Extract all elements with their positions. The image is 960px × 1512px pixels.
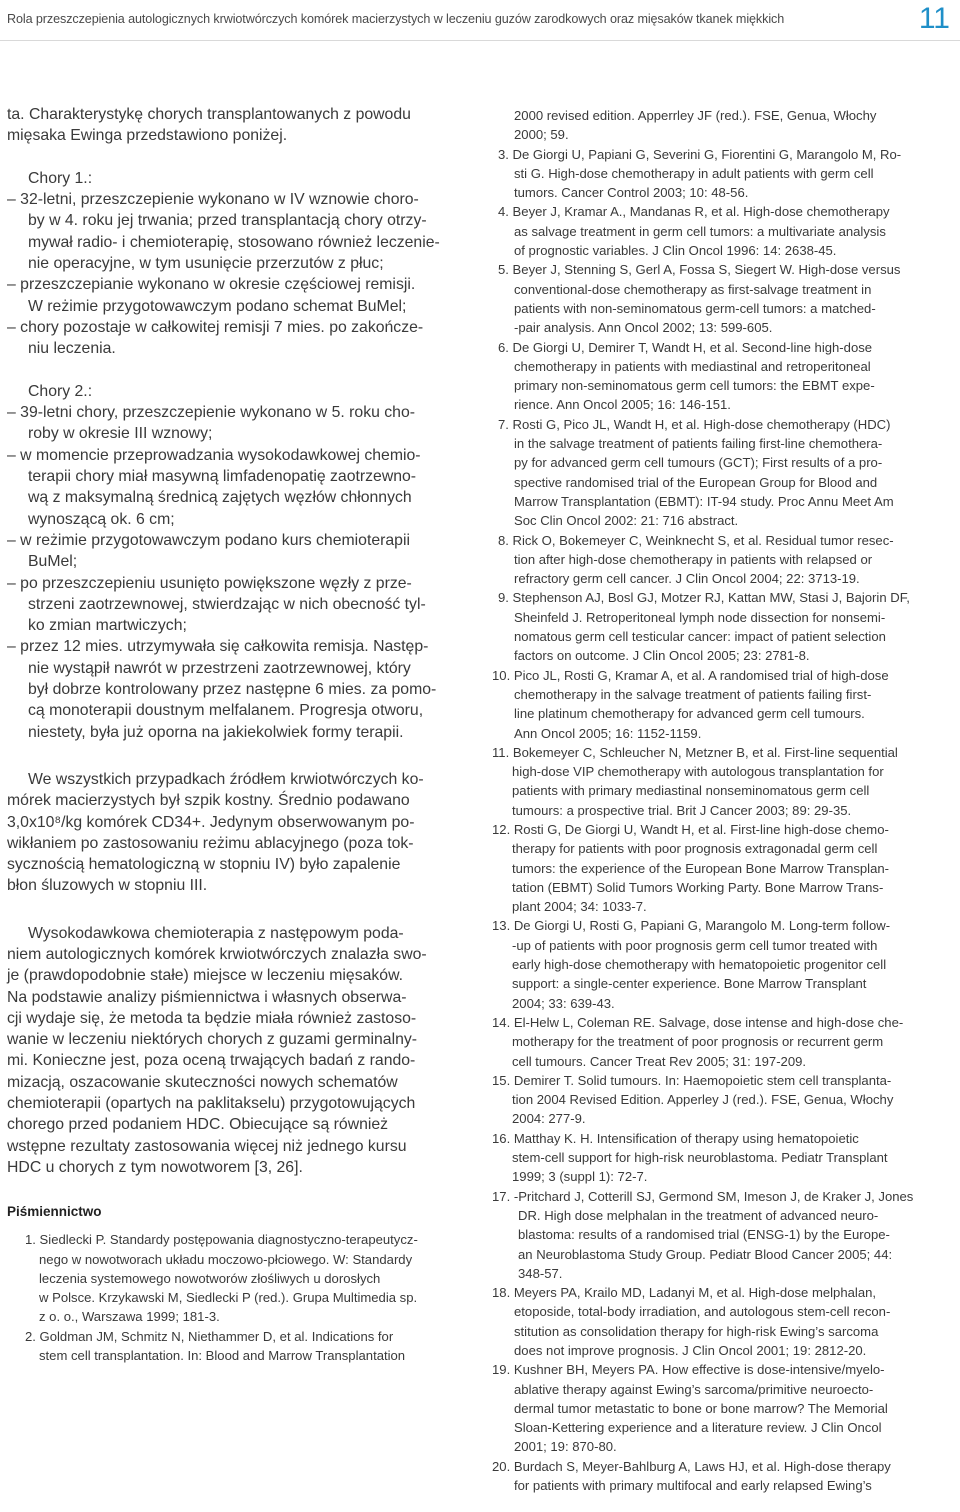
text-line: z o. o., Warszawa 1999; 181-3.: [39, 1309, 220, 1325]
text-line: roby w okresie III wznowy;: [28, 425, 213, 443]
text-line: 12. Rosti G, De Giorgi U, Wandt H, et al. First-line high-dose chemo-: [492, 821, 889, 837]
text-line: 1999; 3 (suppl 1): 72-7.: [512, 1169, 648, 1185]
text-line: factors on outcome. J Clin Oncol 2005; 23: 2781-8.: [514, 648, 810, 664]
spacer: [7, 360, 469, 381]
text-line: conventional-dose chemotherapy as first-salvage treatment in: [514, 281, 872, 297]
text-line: tumors. Cancer Control 2003; 10: 48-56.: [514, 185, 749, 201]
text-line: nomatous germ cell testicular cancer: impact of patient selection: [514, 629, 886, 645]
text-line: DR. High dose melphalan in the treatment of advanced neuro-: [518, 1207, 879, 1223]
text-line: therapy for patients with poor prognosis extragonadal germ cell: [512, 841, 878, 857]
text-line: leczenia systemowego nowotworów złośliwych u dorosłych: [39, 1270, 381, 1286]
text-line: in the salvage treatment of patients failing first-line chemothera-: [514, 436, 883, 452]
text-line: tion 2004 Revised Edition. Apperley J (red.). FSE, Genua, Włochy: [512, 1092, 894, 1108]
text-line: 13. De Giorgi U, Rosti G, Papiani G, Marangolo M. Long-term follow-: [492, 918, 891, 934]
running-title: Rola przeszczepienia autologicznych krwiotwórczych komórek macierzystych w leczeniu guzów zarodkowych oraz mięsaków tkanek miękkich: [7, 12, 785, 26]
text-line: py for advanced germ cell tumours (GCT); First results of a pro-: [514, 455, 883, 471]
text-line: niu leczenia.: [28, 340, 116, 358]
text-line: terapii chory miał masywną limfadenopatię zaotrzewno-: [28, 468, 417, 486]
text-line: ko zmian martwiczych;: [28, 617, 187, 635]
text-line: niestety, była już oporna na jakiekolwiek formy terapii.: [28, 723, 404, 741]
text-line: – po przeszczepieniu usunięto powiększone węzły z prze-: [7, 574, 412, 592]
text-line: 2004; 33: 639-43.: [512, 995, 615, 1011]
text-line: 20. Burdach S, Meyer-Bahlburg A, Laws HJ, et al. High-dose therapy: [492, 1458, 891, 1474]
text-line: wanie w leczeniu niektórych chorych z guzami germinalny-: [7, 1031, 418, 1049]
text-line: rience. Ann Oncol 2005; 16: 146-151.: [514, 397, 731, 413]
text-line: mi. Konieczne jest, poza oceną trwających badań z rando-: [7, 1052, 416, 1070]
text-line: 3,0x10⁸/kg komórek CD34+. Jedynym obserwowanym po-: [7, 813, 415, 831]
text-line: sycznością hematologiczną w stopniu IV) było zapalenie: [7, 856, 401, 874]
text-line: 6. De Giorgi U, Demirer T, Wandt H, et al. Second-line high-dose: [498, 339, 873, 355]
text-line: – w momencie przeprowadzania wysokodawkowej chemio-: [7, 446, 421, 464]
text-line: 18. Meyers PA, Krailo MD, Ladanyi M, et al. High-dose melphalan,: [492, 1285, 877, 1301]
text-line: Chory 2.:: [28, 382, 93, 400]
text-line: of prognostic variables. J Clin Oncol 1996: 14: 2638-45.: [514, 243, 837, 259]
text-line: 2. Goldman JM, Schmitz N, Niethammer D, et al. Indications for: [25, 1328, 394, 1344]
text-line: 5. Beyer J, Stenning S, Gerl A, Fossa S, Siegert W. High-dose versus: [498, 262, 901, 278]
text-line: patients with non-seminomatous germ-cell tumors: a matched-: [514, 300, 876, 316]
text-line: był dobrze kontrolowany przez następne 6 mies. za pomo-: [28, 681, 437, 699]
text-line: 16. Matthay K. H. Intensification of therapy using hematopoietic: [492, 1130, 859, 1146]
text-line: cell tumours. Cancer Treat Rev 2005; 31: 197-209.: [512, 1053, 807, 1069]
spacer: [7, 147, 469, 168]
text-line: line platinum chemotherapy for advanced germ cell tumours.: [514, 706, 865, 722]
text-line: -up of patients with poor prognosis germ cell tumor treated with: [512, 937, 878, 953]
text-line: primary non-seminomatous germ cell tumors: the EBMT expe-: [514, 378, 875, 394]
text-line: W reżimie przygotowawczym podano schemat BuMel;: [28, 297, 407, 315]
text-line: 1. Siedlecki P. Standardy postępowania diagnostyczno-terapeutycz-: [25, 1232, 418, 1248]
text-line: cą monoterapii doustnym melfalanem. Progresja otworu,: [28, 702, 424, 720]
text-line: 17. -Pritchard J, Cotterill SJ, Germond SM, Imeson J, de Kraker J, Jones: [492, 1188, 914, 1204]
text-line: mywał radio- i chemioterapię, stosowano również leczenie-: [28, 233, 440, 251]
text-line: motherapy for the treatment of poor prognosis or recurrent germ: [512, 1034, 884, 1050]
text-line: plant 2004; 34: 1033-7.: [512, 899, 647, 915]
text-line: 11. Bokemeyer C, Schleucher N, Metzner B, et al. First-line sequential: [492, 744, 898, 760]
text-line: 10. Pico JL, Rosti G, Kramar A, et al. A randomised trial of high-dose: [492, 667, 889, 683]
text-line: ta. Charakterystykę chorych transplantowanych z powodu: [7, 106, 411, 123]
text-line: stem cell transplantation. In: Blood and Marrow Transplantation: [39, 1348, 406, 1364]
text-line: Chory 1.:: [28, 169, 93, 187]
text-line: 2001; 19: 870-80.: [514, 1439, 617, 1455]
text-line: etoposide, total-body irradiation, and autologous stem-cell recon-: [514, 1304, 891, 1320]
text-line: HDC u chorych z tym nowotworem [3, 26].: [7, 1158, 303, 1176]
text-line: mórek macierzystych był szpik kostny. Średnio podawano: [7, 792, 410, 810]
text-line: for patients with primary multifocal and early relapsed Ewing’s: [514, 1478, 872, 1494]
text-line: Sloan-Kettering experience and a literature review. J Clin Oncol: [514, 1420, 882, 1436]
text-line: je (prawdopodobnie stałe) miejsce w leczeniu mięsaków.: [7, 967, 403, 985]
text-line: – w reżimie przygotowawczym podano kurs chemioterapii: [7, 531, 410, 549]
text-line: -pair analysis. Ann Oncol 2002; 13: 599-605.: [514, 320, 773, 336]
text-line: Sheinfeld J. Retroperitoneal lymph node dissection for nonsemi-: [514, 609, 886, 625]
text-line: Wysokodawkowa chemioterapia z następowym poda-: [28, 924, 404, 942]
text-line: 348-57.: [518, 1265, 563, 1281]
text-line: early high-dose chemotherapy with hematopoietic progenitor cell: [512, 957, 887, 973]
text-line: strzeni zaotrzewnowej, stwierdzając w nich obecność tyl-: [28, 595, 426, 613]
references-heading: Piśmiennictwo: [7, 1204, 102, 1220]
text-line: by w 4. roku jej trwania; przed transplantacją chory otrzy-: [28, 212, 427, 230]
text-line: 14. El-Helw L, Coleman RE. Salvage, dose intense and high-dose che-: [492, 1014, 904, 1030]
text-line: We wszystkich przypadkach źródłem krwiotwórczych ko-: [28, 770, 424, 788]
text-line: – przez 12 mies. utrzymywała się całkowita remisja. Następ-: [7, 638, 429, 656]
text-line: tation (EBMT) Solid Tumors Working Party. Bone Marrow Trans-: [512, 879, 884, 895]
text-line: cji wydaje się, że metoda ta będzie miała również zastoso-: [7, 1009, 417, 1027]
text-line: – 39-letni chory, przeszczepienie wykonano w 5. roku cho-: [7, 404, 415, 422]
text-line: chemotherapy in patients with mediastinal and retroperitoneal: [514, 358, 871, 374]
spacer: [7, 897, 469, 923]
left-references: [7, 1230, 469, 1365]
text-line: support: a single-center experience. Bone Marrow Transplant: [512, 976, 867, 992]
page-number: 11: [918, 2, 950, 35]
text-line: dermal tumor metastatic to bone or bone marrow? The Memorial: [514, 1400, 888, 1416]
page-header: [0, 0, 960, 41]
text-line: stitution as consolidation therapy for high-risk Ewing’s sarcoma: [514, 1323, 879, 1339]
text-line: does not improve prognosis. J Clin Oncol 2001; 19: 2812-20.: [514, 1343, 867, 1358]
text-line: spective randomised trial of the European Group for Blood and: [514, 474, 878, 490]
text-line: wą z maksymalną średnicą zajętych węzłów chłonnych: [28, 489, 412, 507]
text-line: an Neuroblastoma Study Group. Pediatr Blood Cancer 2005; 44:: [518, 1246, 893, 1262]
text-line: high-dose VIP chemotherapy with autologous transplantation for: [512, 764, 884, 780]
text-line: Marrow Transplantation (EBMT): IT-94 study. Proc Annu Meet Am: [514, 493, 894, 509]
text-line: chemotherapy in the salvage treatment of patients failing first-: [514, 686, 872, 702]
text-line: Soc Clin Oncol 2002: 21: 716 abstract.: [514, 513, 739, 529]
text-line: Ann Oncol 2005; 16: 1152-1159.: [514, 725, 702, 741]
text-line: nego w nowotworach układu moczowo-płciowego. W: Standardy: [39, 1251, 413, 1267]
text-line: – chory pozostaje w całkowitej remisji 7 mies. po zakończe-: [7, 318, 424, 336]
right-references: [492, 106, 954, 1495]
text-line: 2000 revised edition. Apperrley JF (red.). FSE, Genua, Włochy: [514, 108, 877, 123]
text-line: w Polsce. Krzykawski M, Siedlecki P (red.). Grupa Multimedia sp.: [39, 1290, 418, 1306]
text-line: tumors: the experience of the European Bone Marrow Transplan-: [512, 860, 890, 876]
text-line: Na podstawie analizy piśmiennictwa i własnych obserwa-: [7, 988, 407, 1006]
text-line: wynoszącą ok. 6 cm;: [28, 510, 175, 528]
text-line: 3. De Giorgi U, Papiani G, Severini G, Fiorentini G, Marangolo M, Ro-: [498, 146, 902, 162]
text-line: mizacją, oszacowanie skuteczności nowych schematów: [7, 1073, 398, 1091]
text-line: sti G. High-dose chemotherapy in adult patients with germ cell: [514, 165, 874, 181]
text-line: as salvage treatment in germ cell tumors: a multivariate analysis: [514, 223, 886, 239]
text-line: chorego przed podaniem HDC. Obiecujące są również: [7, 1116, 389, 1134]
text-line: 2004: 277-9.: [512, 1111, 586, 1127]
text-line: wikłaniem po zastosowaniu reżimu ablacyjnego (poza tok-: [7, 834, 414, 852]
text-line: chemioterapii (opartych na paklitakselu) przygotowujących: [7, 1095, 416, 1113]
text-line: refractory germ cell cancer. J Clin Oncol 2004; 22: 3713-19.: [514, 571, 860, 587]
text-line: mięsaka Ewinga przedstawiono poniżej.: [7, 127, 288, 145]
text-line: blastoma: results of a randomised trial (ENSG-1) by the Europe-: [518, 1227, 890, 1243]
text-line: błon śluzowych w stopniu III.: [7, 877, 208, 895]
text-line: nie wystąpił nawrót w przestrzeni zaotrzewnowej, który: [28, 659, 411, 677]
text-line: BuMel;: [28, 553, 78, 571]
text-line: – 32-letni, przeszczepienie wykonano w IV wznowie choro-: [7, 191, 419, 209]
text-line: tion after high-dose chemotherapy in patients with relapsed or: [514, 551, 873, 567]
left-column: [7, 104, 469, 1365]
text-line: 2000; 59.: [514, 127, 569, 143]
text-line: – przeszczepianie wykonano w okresie częściowej remisji.: [7, 276, 416, 294]
text-line: patients with primary mediastinal nonseminomatous germ cell: [512, 783, 870, 799]
text-line: wstępne rezultaty zastosowania więcej niż jednego kursu: [7, 1137, 407, 1155]
body-text: [7, 104, 469, 1178]
text-line: ablative therapy against Ewing’s sarcoma/primitive neuroecto-: [514, 1381, 874, 1397]
text-line: tumours: a prospective trial. Brit J Cancer 2003; 89: 29-35.: [512, 802, 852, 818]
right-column: [492, 106, 954, 1495]
text-line: 15. Demirer T. Solid tumours. In: Haemopoietic stem cell transplanta-: [492, 1072, 892, 1088]
text-line: niem autologicznych komórek krwiotwórczych znalazła swo-: [7, 945, 427, 963]
text-line: 7. Rosti G, Pico JL, Wandt H, et al. High-dose chemotherapy (HDC): [498, 416, 891, 432]
text-line: 19. Kushner BH, Meyers PA. How effective is dose-intensive/myelo-: [492, 1362, 885, 1378]
text-line: 9. Stephenson AJ, Bosl GJ, Motzer RJ, Kattan MW, Stasi J, Bajorin DF,: [498, 590, 910, 606]
text-line: 4. Beyer J, Kramar A., Mandanas R, et al. High-dose chemotherapy: [498, 204, 890, 220]
text-line: stem-cell support for high-risk neuroblastoma. Pediatr Transplant: [512, 1150, 888, 1166]
text-line: nie operacyjne, w tym usunięcie przerzutów z płuc;: [28, 255, 384, 273]
text-line: 8. Rick O, Bokemeyer C, Weinknecht S, et al. Residual tumor resec-: [498, 532, 894, 548]
spacer: [7, 743, 469, 769]
